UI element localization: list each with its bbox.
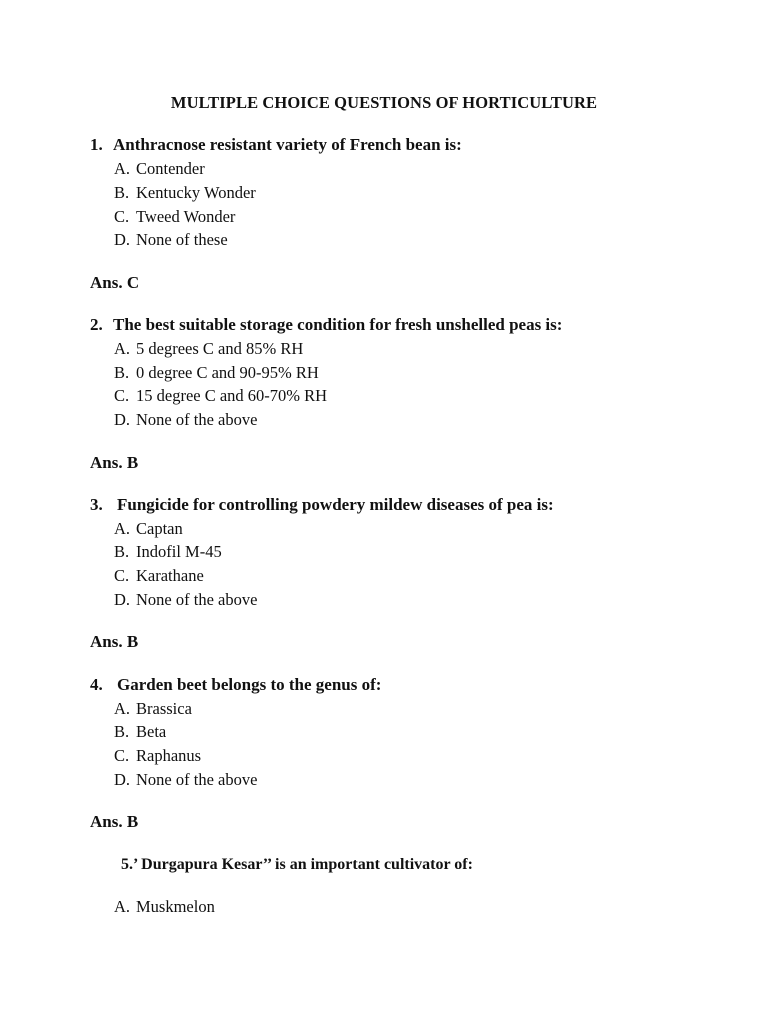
option-letter: B. xyxy=(114,363,130,382)
option-3c xyxy=(114,566,204,586)
option-letter: B. xyxy=(114,722,130,741)
option-2c xyxy=(114,386,327,406)
option-letter: A. xyxy=(114,519,131,538)
question-number: 4. xyxy=(90,675,103,694)
option-4d xyxy=(114,770,257,790)
option-3b xyxy=(114,542,222,562)
option-4c xyxy=(114,746,201,766)
option-2d xyxy=(114,410,257,430)
question-2 xyxy=(90,315,562,335)
option-text: Brassica xyxy=(136,699,192,718)
option-letter: A. xyxy=(114,699,131,718)
option-text: Tweed Wonder xyxy=(136,207,236,226)
page-title: MULTIPLE CHOICE QUESTIONS OF HORTICULTURE xyxy=(170,93,598,112)
option-3a xyxy=(114,519,183,539)
option-4a xyxy=(114,699,192,719)
option-letter: C. xyxy=(114,566,130,585)
option-text: 0 degree C and 90-95% RH xyxy=(136,363,319,382)
option-text: Captan xyxy=(136,519,183,538)
option-text: Karathane xyxy=(136,566,204,585)
option-text: Contender xyxy=(136,159,205,178)
option-text: None of the above xyxy=(136,770,258,789)
question-text: Durgapura Kesar’’ is an important cultivator of: xyxy=(141,856,473,873)
option-1b xyxy=(114,183,256,203)
option-text: Indofil M-45 xyxy=(136,542,222,561)
option-1a xyxy=(114,159,205,179)
option-2a xyxy=(114,339,303,359)
option-letter: D. xyxy=(114,770,131,789)
option-letter: D. xyxy=(114,410,131,429)
option-text: 15 degree C and 60-70% RH xyxy=(136,386,328,405)
question-number: 1. xyxy=(90,135,103,154)
option-text: Raphanus xyxy=(136,746,202,765)
option-3d xyxy=(114,590,257,610)
option-letter: A. xyxy=(114,339,131,358)
option-text: Kentucky Wonder xyxy=(136,183,256,202)
option-letter: B. xyxy=(114,542,130,561)
question-number: 5.’ xyxy=(121,856,138,873)
option-text: None of the above xyxy=(136,410,258,429)
option-letter: C. xyxy=(114,746,130,765)
option-text: None of these xyxy=(136,230,228,249)
option-text: Beta xyxy=(136,722,167,741)
option-letter: C. xyxy=(114,207,130,226)
option-1c xyxy=(114,207,235,227)
question-number: 3. xyxy=(90,495,103,514)
question-1 xyxy=(90,135,462,155)
answer-3: Ans. B xyxy=(90,632,139,651)
option-letter: D. xyxy=(114,590,131,609)
question-text: The best suitable storage condition for fresh unshelled peas is: xyxy=(113,315,563,334)
option-text: Muskmelon xyxy=(136,897,215,916)
option-letter: C. xyxy=(114,386,130,405)
option-1d xyxy=(114,230,228,250)
question-text: Anthracnose resistant variety of French bean is: xyxy=(113,135,462,154)
question-text: Garden beet belongs to the genus of: xyxy=(117,675,382,694)
question-number: 2. xyxy=(90,315,103,334)
option-2b xyxy=(114,363,319,383)
question-5 xyxy=(121,856,473,874)
question-3 xyxy=(90,495,554,515)
option-4b xyxy=(114,722,166,742)
question-4 xyxy=(90,675,381,695)
option-letter: D. xyxy=(114,230,131,249)
answer-2: Ans. B xyxy=(90,453,139,472)
option-letter: B. xyxy=(114,183,130,202)
answer-1: Ans. C xyxy=(90,273,140,292)
option-text: None of the above xyxy=(136,590,258,609)
option-text: 5 degrees C and 85% RH xyxy=(136,339,304,358)
question-text: Fungicide for controlling powdery mildew diseases of pea is: xyxy=(117,495,554,514)
answer-4: Ans. B xyxy=(90,812,139,831)
option-5a xyxy=(114,897,215,917)
option-letter: A. xyxy=(114,897,131,916)
option-letter: A. xyxy=(114,159,131,178)
